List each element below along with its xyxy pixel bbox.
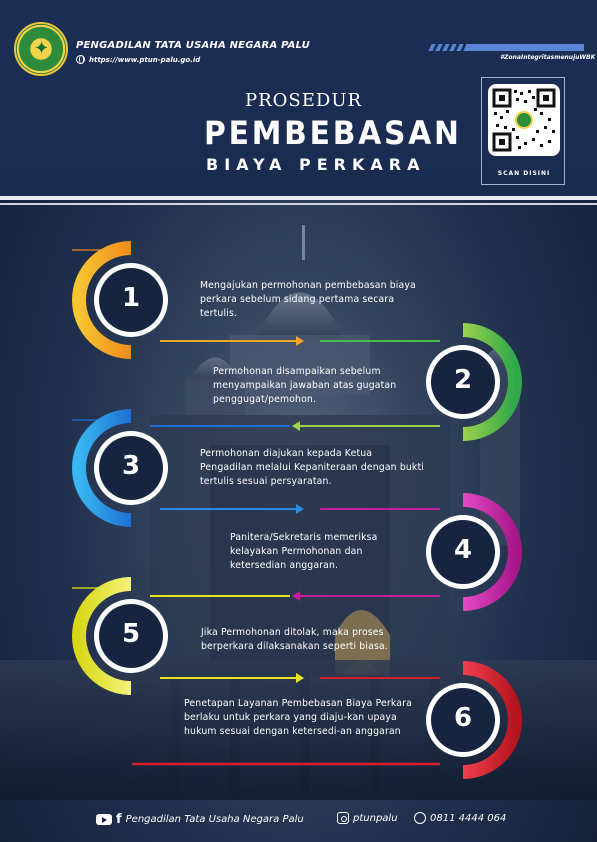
- footer-instagram-label[interactable]: ptunpalu: [353, 812, 398, 824]
- whatsapp-icon: [414, 812, 426, 824]
- org-name: PENGADILAN TATA USAHA NEGARA PALU: [76, 40, 310, 51]
- title-sub: BIAYA PERKARA: [206, 155, 426, 174]
- footer-whatsapp-label[interactable]: 0811 4444 064: [430, 812, 507, 824]
- step-5-number: 5: [121, 619, 141, 649]
- step-6-text: Penetapan Layanan Pembebasan Biaya Perkara berlaku untuk perkara yang diaju-kan upaya hukum sesuai dengan ketersedi-an anggaran: [184, 698, 412, 737]
- step-1-number: 1: [121, 283, 141, 313]
- org-url[interactable]: https://www.ptun-palu.go.id: [89, 55, 201, 64]
- title-main: PEMBEBASAN: [204, 114, 462, 152]
- step-5-text: Jika Permohonan ditolak, maka proses berperkara dilaksanakan seperti biasa.: [201, 627, 388, 652]
- facebook-icon: f: [116, 812, 122, 827]
- footer-whatsapp[interactable]: [414, 812, 506, 824]
- title-small: PROSEDUR: [245, 90, 363, 111]
- qr-scan-label: SCAN DISINI: [497, 170, 551, 177]
- hashtag: #ZonaIntegritasmenujuWBK: [500, 54, 596, 61]
- court-logo: ✦: [14, 22, 68, 76]
- youtube-icon: [96, 814, 112, 825]
- footer: [0, 808, 597, 830]
- footer-instagram[interactable]: [337, 812, 398, 824]
- step-6-number: 6: [453, 703, 473, 733]
- step-3-number: 3: [121, 451, 141, 481]
- step-2-text: Permohonan disampaikan sebelum menyampaikan jawaban atas gugatan penggugat/pemohon.: [213, 366, 397, 405]
- step-1-text: Mengajukan permohonan pembebasan biaya perkara sebelum sidang pertama secara tertulis.: [200, 280, 416, 319]
- step-3-text: Permohonan diajukan kepada Ketua Pengadilan melalui Kepaniteraan dengan bukti tertulis sesuai persyaratan.: [200, 448, 424, 487]
- footer-facebook-label[interactable]: Pengadilan Tata Usaha Negara Palu: [125, 814, 304, 825]
- step-4-text: Panitera/Sekretaris memeriksa kelayakan Permohonan dan ketersedian anggaran.: [230, 532, 378, 571]
- step-4-number: 4: [453, 535, 473, 565]
- footer-facebook[interactable]: [96, 812, 304, 827]
- step-2-number: 2: [453, 365, 473, 395]
- instagram-icon: [337, 812, 349, 824]
